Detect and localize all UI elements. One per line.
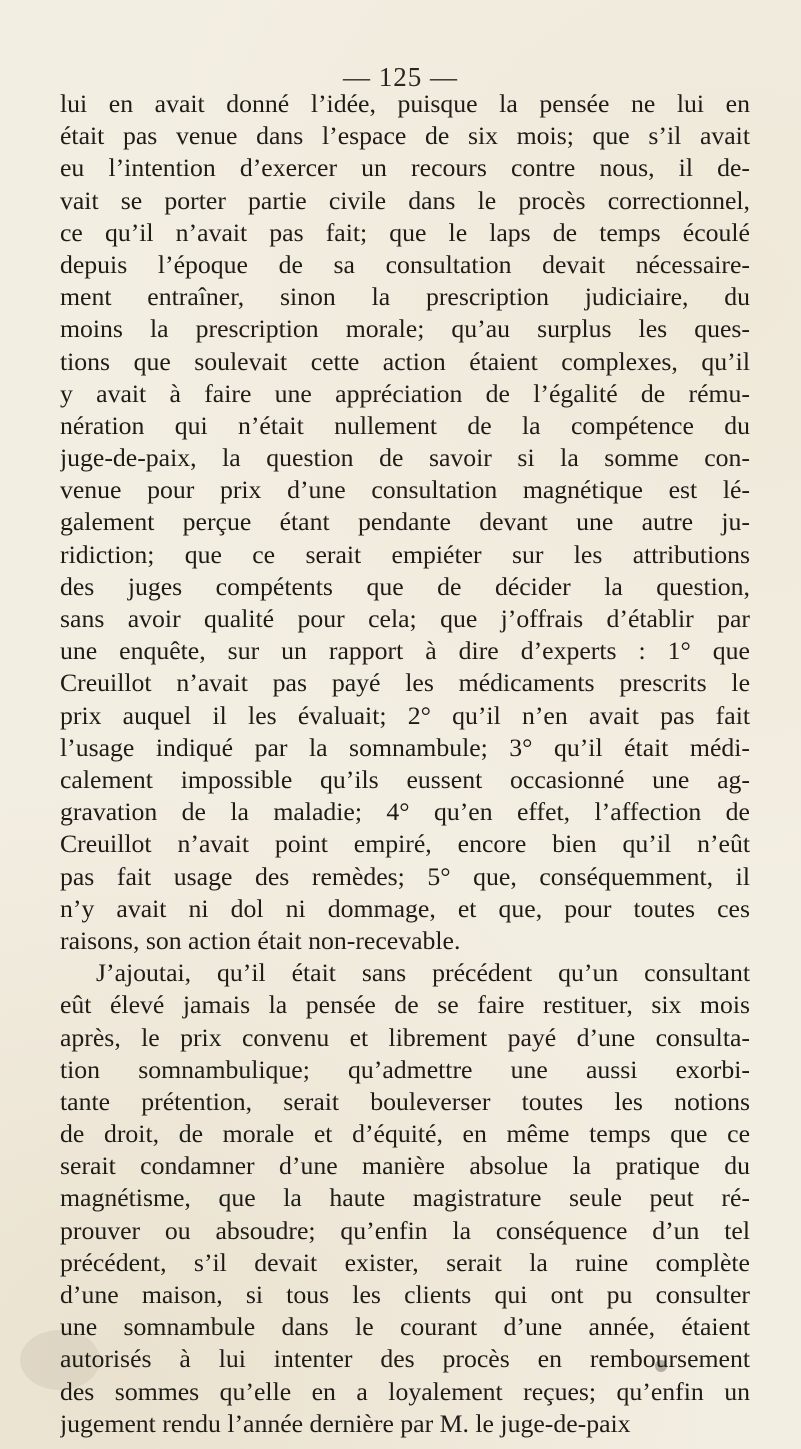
text-line: venue pour prix d’une consultation magnétique est lé- (60, 475, 750, 505)
text-line: prouver ou absoudre; qu’enfin la conséquence d’un tel (60, 1215, 750, 1245)
text-line: eût élevé jamais la pensée de se faire restituer, six mois (60, 990, 750, 1020)
text-line: tion somnambulique; qu’admettre une aussi exorbi- (60, 1054, 750, 1084)
text-line: après, le prix convenu et librement payé d’une consulta- (60, 1022, 750, 1052)
text-line: sans avoir qualité pour cela; que j’offrais d’établir par (60, 604, 750, 634)
text-line: raisons, son action était non-recevable. (60, 925, 461, 955)
text-line: juge-de-paix, la question de savoir si la somme con- (60, 443, 750, 473)
text-line: précédent, s’il devait exister, serait la ruine complète (60, 1247, 750, 1277)
text-line: n’y avait ni dol ni dommage, et que, pour toutes ces (60, 893, 750, 923)
text-line: ment entraîner, sinon la prescription judiciaire, du (60, 282, 750, 312)
text-line: Creuillot n’avait point empiré, encore bien qu’il n’eût (60, 829, 750, 859)
text-line: lui en avait donné l’idée, puisque la pensée ne lui en (60, 89, 750, 118)
text-line: pas fait usage des remèdes; 5° que, conséquemment, il (60, 861, 750, 891)
text-line: jugement rendu l’année dernière par M. le juge-de-paix (60, 1408, 631, 1438)
text-line: galement perçue étant pendante devant une autre ju- (60, 507, 750, 537)
text-line: eu l’intention d’exercer un recours contre nous, il de- (60, 153, 750, 183)
text-line: des sommes qu’elle en a loyalement reçues; qu’enfin un (60, 1376, 750, 1406)
text-line: une enquête, sur un rapport à dire d’experts : 1° que (60, 636, 750, 666)
text-line: ridiction; que ce serait empiéter sur les attributions (60, 539, 750, 569)
text-line: moins la prescription morale; qu’au surplus les ques- (60, 314, 750, 344)
text-line: calement impossible qu’ils eussent occasionné une ag- (60, 765, 750, 794)
text-line: tions que soulevait cette action étaient complexes, qu’il (60, 346, 750, 376)
text-line: J’ajoutai, qu’il était sans précédent qu’un consultant (96, 958, 750, 988)
text-line: magnétisme, que la haute magistrature seule peut ré- (60, 1183, 750, 1213)
text-line: y avait à faire une appréciation de l’égalité de rému- (60, 378, 750, 408)
text-line: autorisés à lui intenter des procès en remboursement (60, 1344, 750, 1374)
text-line: Creuillot n’avait pas payé les médicaments prescrits le (60, 668, 750, 698)
text-line: une somnambule dans le courant d’une année, étaient (60, 1312, 750, 1342)
text-line: d’une maison, si tous les clients qui ont pu consulter (60, 1280, 750, 1310)
page-number: — 125 — (343, 62, 458, 92)
text-line: gravation de la maladie; 4° qu’en effet, l’affection de (60, 797, 750, 827)
text-line: serait condamner d’une manière absolue la pratique du (60, 1151, 750, 1181)
text-line: l’usage indiqué par la somnambule; 3° qu’il était médi- (60, 732, 750, 762)
text-line: depuis l’époque de sa consultation devait nécessaire- (60, 249, 750, 279)
text-line: prix auquel il les évaluait; 2° qu’il n’en avait pas fait (60, 700, 750, 730)
text-line: ce qu’il n’avait pas fait; que le laps de temps écoulé (60, 217, 750, 247)
text-line: tante prétention, serait bouleverser toutes les notions (60, 1086, 750, 1116)
text-line: des juges compétents que de décider la question, (60, 571, 750, 601)
text-line: nération qui n’était nullement de la compétence du (60, 410, 750, 440)
text-line: vait se porter partie civile dans le procès correctionnel, (60, 185, 750, 215)
text-line: de droit, de morale et d’équité, en même temps que ce (60, 1119, 750, 1149)
text-line: était pas venue dans l’espace de six mois; que s’il avait (60, 121, 750, 151)
